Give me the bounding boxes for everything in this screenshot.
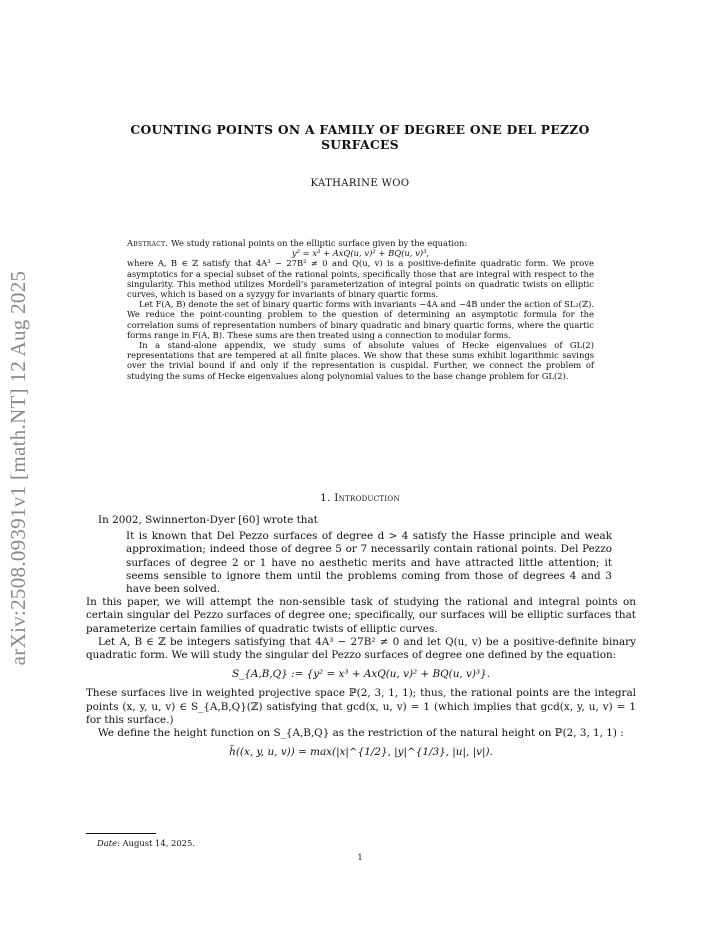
abstract-equation: y² = x³ + AxQ(u, v)² + BQ(u, v)³, (291, 248, 430, 259)
intro-quote: It is known that Del Pezzo surfaces of degree d > 4 satisfy the Hasse principle and weak approximation; indeed those of degree 5 or 7 necessarily contain rational points. Del Pezzo surfaces of degree 2 or 1 have no aesthetic merits and have attracted little attention; it seems sensible to ignore them until the problems coming from those of degrees 4 and 3 have been solved. (126, 530, 612, 596)
abstract-paragraph-1-rest: where A, B ∈ ℤ satisfy that 4A³ − 27B² ≠ 0 and Q(u, v) is a positive-definite quadratic form. We prove asymptotics for a special subset of the rational points, specifically those that are integral with respect to the singularity. This method utilizes Mordell's parameterization of integral points on quadratic twists on elliptic curves, which is based on a syzygy for invariants of binary quartic forms. (127, 258, 594, 300)
display-equation-2: h̃((x, y, u, v)) = max(|x|^{1/2}, |y|^{1/3}, |u|, |v|). (229, 746, 493, 759)
abstract (127, 238, 594, 381)
footnote-date-text: : August 14, 2025. (117, 838, 195, 848)
paper-title: COUNTING POINTS ON A FAMILY OF DEGREE ONE DEL PEZZO SURFACES (130, 122, 590, 152)
intro-paragraph-1: In 2002, Swinnerton-Dyer [60] wrote that (98, 514, 318, 526)
introduction-body (86, 514, 636, 765)
abstract-paragraph-2: Let F(A, B) denote the set of binary quartic forms with invariants −4A and −4B under the action of SL₂(ℤ). We reduce the point-counting problem to the question of determining an asymptotic formula for the correlation sums of representation numbers of binary quadratic and binary quartic forms, where the quartic forms range in F(A, B). These sums are then treated using a connection to modular forms. (127, 299, 594, 340)
section-heading-text: 1. Introduction (320, 492, 400, 504)
intro-paragraph-4: These surfaces live in weighted projective space ℙ(2, 3, 1, 1); thus, the rational points are the integral points (x, y, u, v) ∈ S_{A,B,Q}(ℤ) satisfying that gcd(x, u, v) = 1 (which implies that gcd(x, y, u, v) = 1 for this surface.) (86, 687, 636, 726)
abstract-paragraph-3: In a stand-alone appendix, we study sums of absolute values of Hecke eigenvalues of GL(2) representations that are tempered at all finite places. We show that these sums exhibit logarithmic savings over the trivial bound if and only if the representation is cuspidal. Further, we connect the problem of studying the sums of Hecke eigenvalues along polynomial values to the base change problem for GL(2). (127, 340, 594, 381)
display-equation-1: S_{A,B,Q} := {y² = x³ + AxQ(u, v)² + BQ(u, v)³}. (231, 668, 491, 681)
paper-author: KATHARINE WOO (310, 178, 410, 189)
intro-paragraph-3: Let A, B ∈ ℤ be integers satisfying that 4A³ − 27B² ≠ 0 and let Q(u, v) be a positive-definite binary quadratic form. We will study the singular del Pezzo surfaces of degree one defined by the equation: (86, 635, 636, 662)
footnote-rule (86, 833, 156, 834)
footnote-date (97, 838, 195, 848)
abstract-paragraph-1 (127, 238, 594, 248)
footnote-date-label: Date (97, 838, 118, 848)
abstract-label: Abstract. (127, 238, 169, 248)
section-heading (110, 492, 610, 504)
arxiv-stamp-text: arXiv:2508.09391v1 [math.NT] 12 Aug 2025 (6, 270, 30, 666)
intro-paragraph-5: We define the height function on S_{A,B,Q} as the restriction of the natural height on ℙ(2, 3, 1, 1) : (98, 727, 624, 740)
page-number: 1 (357, 852, 363, 862)
abstract-intro: We study rational points on the elliptic surface given by the equation: (171, 238, 468, 248)
intro-paragraph-2: In this paper, we will attempt the non-sensible task of studying the rational and integral points on certain singular del Pezzo surfaces of degree one; specifically, our surfaces will be elliptic surfaces that parameterize certain families of quadratic twists of elliptic curves. (86, 596, 636, 635)
